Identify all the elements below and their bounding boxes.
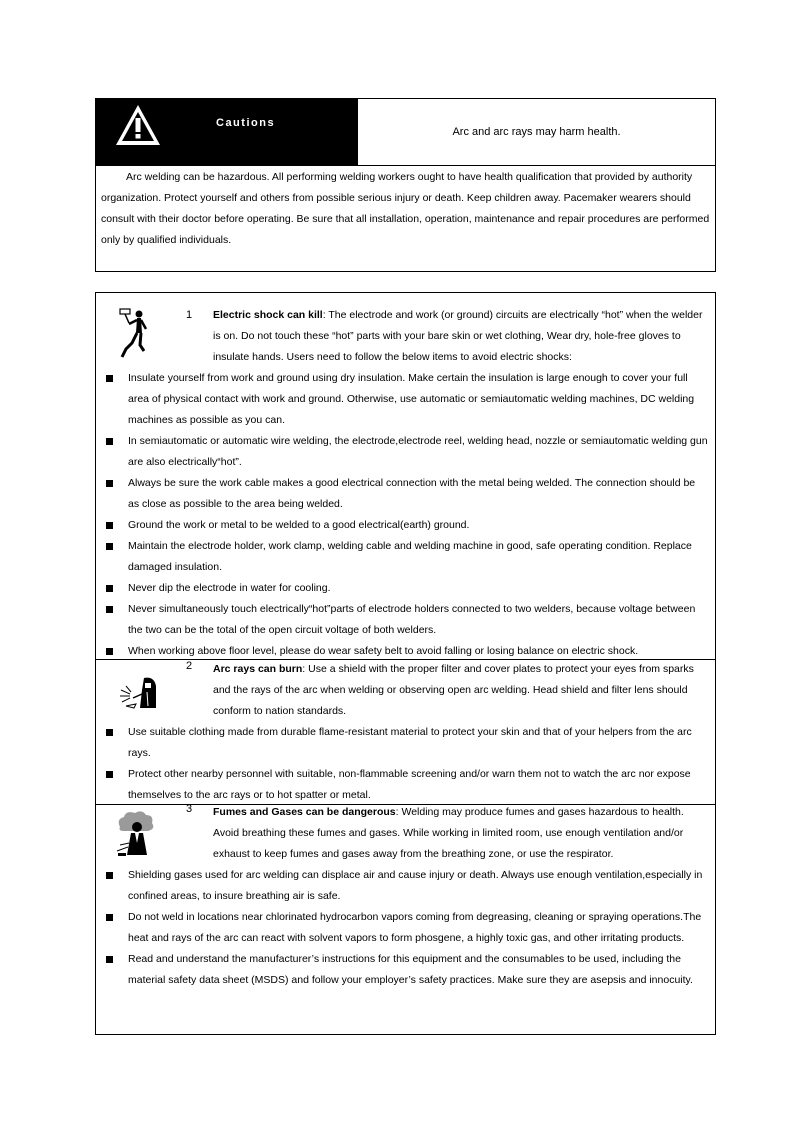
section-electric-shock (96, 293, 715, 659)
caution-title: Cautions (216, 117, 276, 129)
section-intro-text: : Use a shield with the proper filter and cover plates to protect your eyes from sparks and the rays of the arc when welding or observing open arc welding. Head shield and filter lens should conform to nation standards. (213, 663, 694, 717)
warning-triangle-icon (114, 103, 162, 147)
bullet-list (96, 368, 715, 662)
fumes-gases-icon (114, 809, 160, 859)
bullet-list (96, 722, 715, 806)
section-fumes-gases (96, 805, 715, 1034)
bullet-item: Protect other nearby personnel with suitable, non-flammable screening and/or warn them not to watch the arc nor expose themselves to the arc rays or to hot spatter or metal. (96, 764, 715, 806)
section-intro-text: : Welding may produce fumes and gases hazardous to health. Avoid breathing these fumes and gases. While working in limited room, use enough ventilation and/or exhaust to keep fumes and gases away from the breathing zone, or use the respirator. (213, 806, 684, 860)
caution-box (95, 98, 716, 272)
bullet-item: Shielding gases used for arc welding can displace air and cause injury or death. Always use enough ventilation,especially in confined areas, to insure breathing air is safe. (96, 865, 715, 907)
safety-hazards-box (95, 292, 716, 1035)
bullet-item: Use suitable clothing made from durable flame-resistant material to protect your skin and that of your helpers from the arc rays. (96, 722, 715, 764)
bullet-item: Never dip the electrode in water for cooling. (96, 578, 715, 599)
electric-shock-icon (118, 307, 148, 359)
section-intro-text: : The electrode and work (or ground) circuits are electrically “hot” when the welder is on. Do not touch these “hot” parts with your bare skin or wet clothing, Wear dry, hole-free gloves to insulate hands. Users need to follow the below items to avoid electric shocks: (213, 309, 703, 363)
section-intro (213, 802, 703, 865)
section-heading: Arc rays can burn (213, 663, 303, 675)
section-intro (213, 305, 703, 368)
bullet-item: Insulate yourself from work and ground using dry insulation. Make certain the insulation is large enough to cover your full area of physical contact with work and ground. Otherwise, use automatic or semiautomatic welding machines, DC welding machines as possible as you can. (96, 368, 715, 431)
caution-text: Arc welding can be hazardous. All performing welding workers ought to have health qualification that provided by authority organization. Protect yourself and others from possible serious injury or death. Keep children away. Pacemaker wearers should consult with their doctor before operating. Be sure that all installation, operation, maintenance and repair procedures are performed only by qualified individuals. (101, 171, 710, 246)
section-heading: Electric shock can kill (213, 309, 323, 321)
arc-rays-icon (118, 674, 162, 712)
caution-subtitle: Arc and arc rays may harm health. (357, 99, 715, 166)
section-arc-rays (96, 660, 715, 804)
section-intro (213, 659, 703, 722)
bullet-item: Always be sure the work cable makes a good electrical connection with the metal being welded. The connection should be as close as possible to the area being welded. (96, 473, 715, 515)
section-number: 3 (186, 803, 193, 815)
bullet-item: In semiautomatic or automatic wire welding, the electrode,electrode reel, welding head, nozzle or semiautomatic welding gun are also electrically“hot”. (96, 431, 715, 473)
bullet-list (96, 865, 715, 991)
section-number: 2 (186, 660, 193, 672)
bullet-item: Do not weld in locations near chlorinated hydrocarbon vapors coming from degreasing, cleaning or spraying operations.The heat and rays of the arc can react with solvent vapors to form phosgene, a highly toxic gas, and other irritating products. (96, 907, 715, 949)
bullet-item: Maintain the electrode holder, work clamp, welding cable and welding machine in good, safe operating condition. Replace damaged insulation. (96, 536, 715, 578)
section-heading: Fumes and Gases can be dangerous (213, 806, 396, 818)
bullet-item: Ground the work or metal to be welded to a good electrical(earth) ground. (96, 515, 715, 536)
caution-header (96, 99, 357, 166)
bullet-item: When working above floor level, please do wear safety belt to avoid falling or losing balance on electric shock. (96, 641, 715, 662)
bullet-item: Never simultaneously touch electrically“hot”parts of electrode holders connected to two welders, because voltage between the two can be the total of the open circuit voltage of both welders. (96, 599, 715, 641)
bullet-item: Read and understand the manufacturer’s instructions for this equipment and the consumables to be used, including the material safety data sheet (MSDS) and follow your employer’s safety practices. Make sure they are asepsis and innocuity. (96, 949, 715, 991)
section-number: 1 (186, 309, 193, 321)
